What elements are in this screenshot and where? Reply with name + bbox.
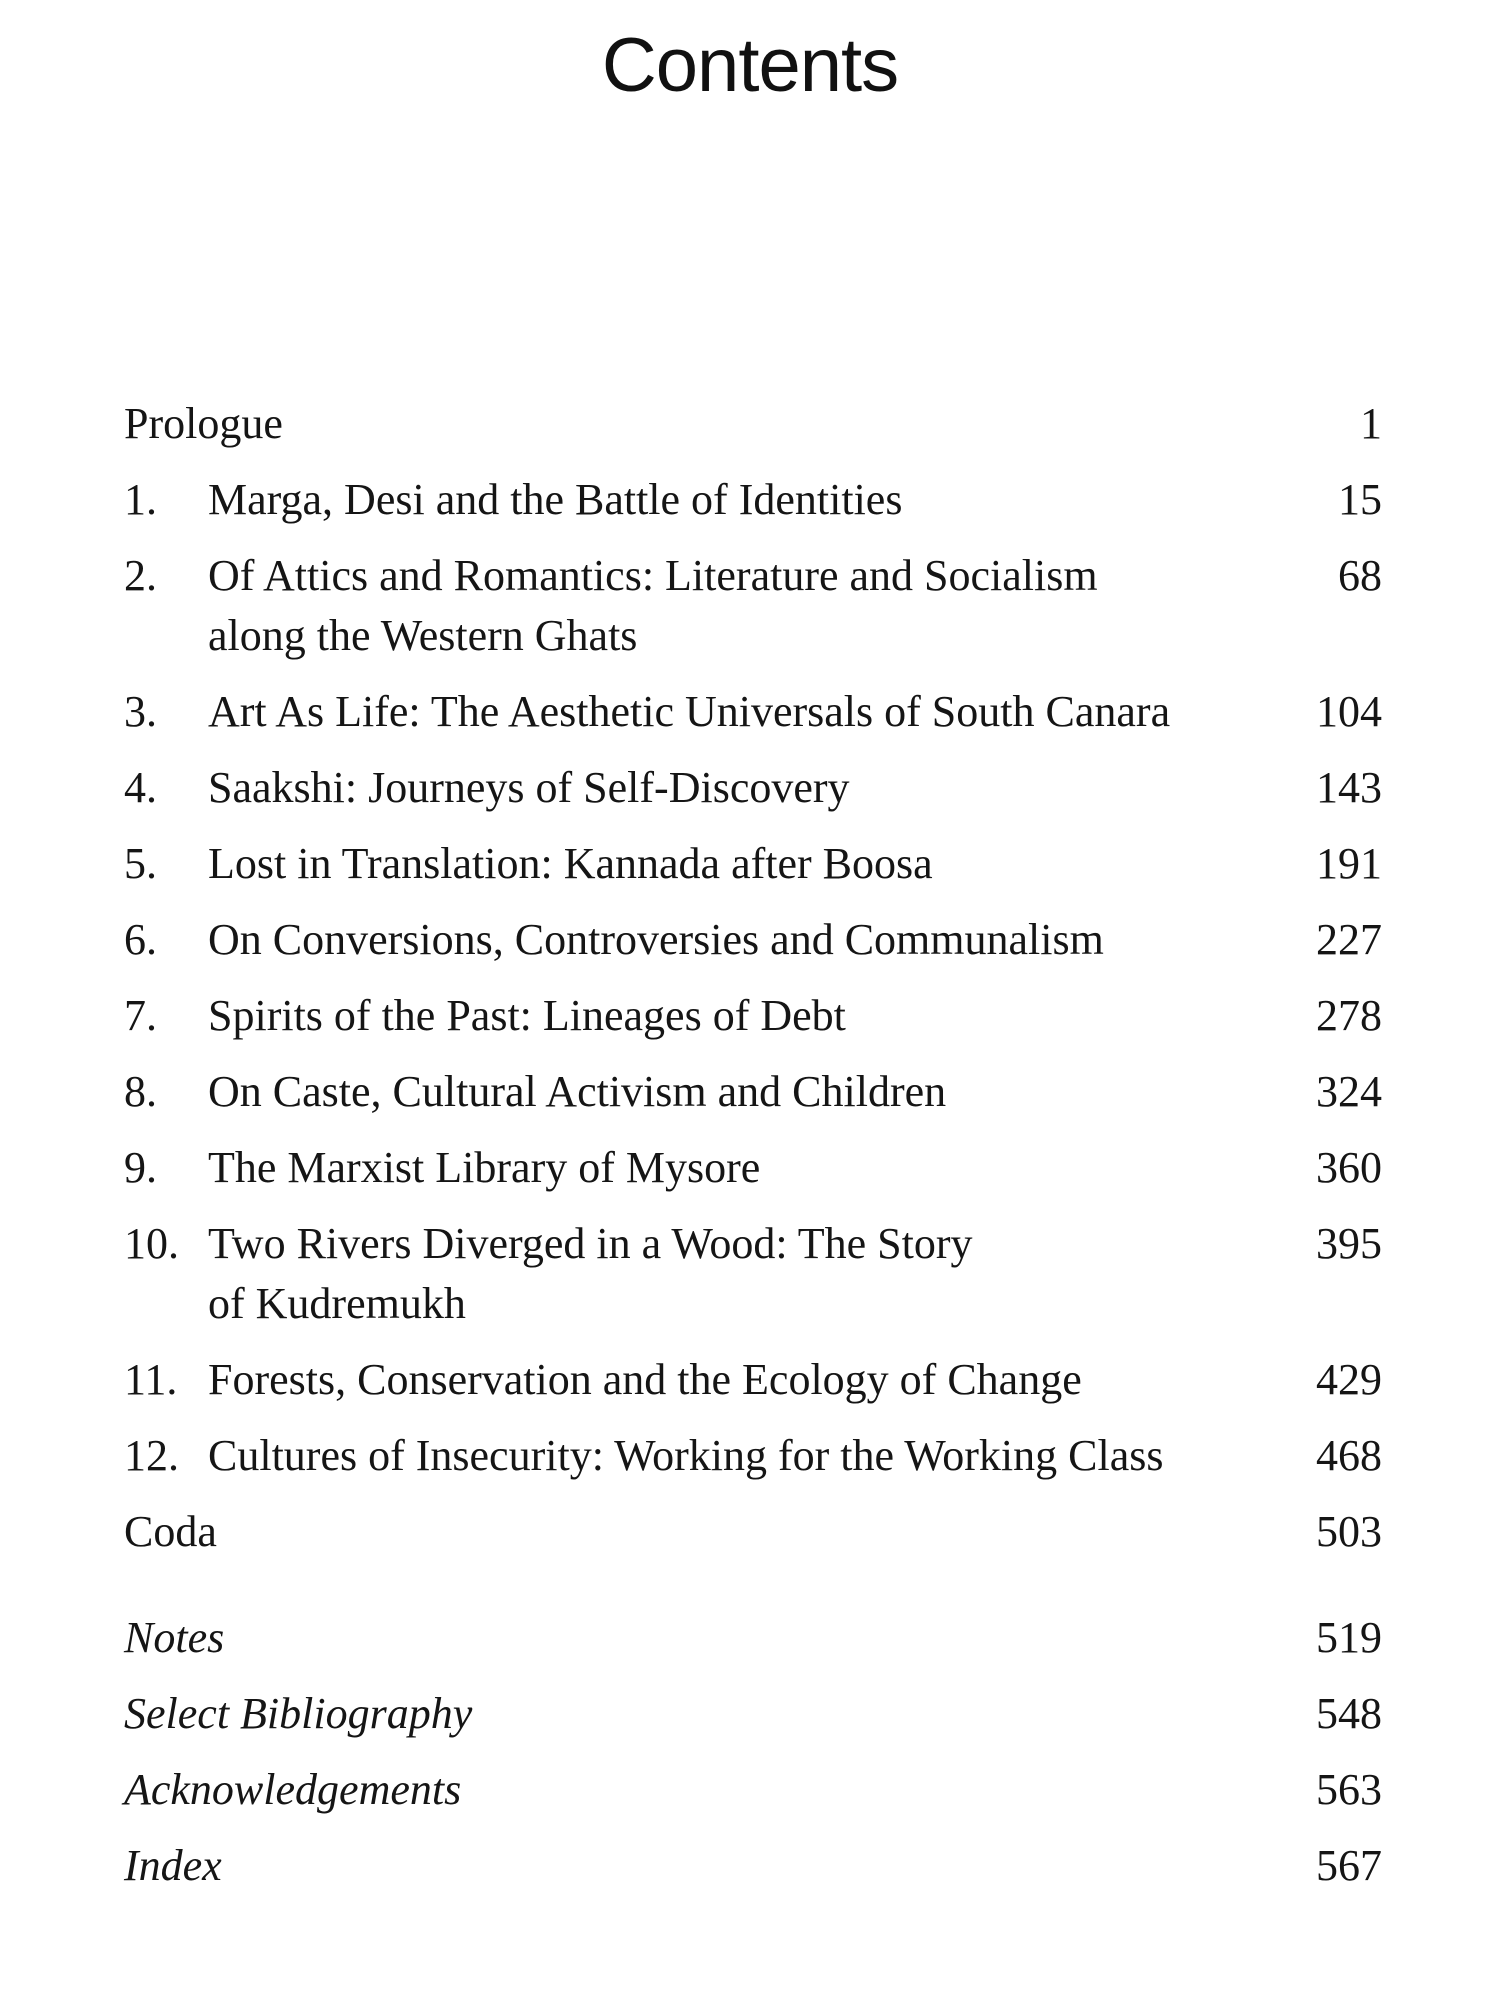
entry-page-number: 324	[1316, 1067, 1382, 1116]
entry-title: Index	[124, 1841, 222, 1890]
entry-page-number: 548	[1316, 1689, 1382, 1738]
chapter-title: Art As Life: The Aesthetic Universals of South Canara	[208, 687, 1171, 736]
chapter-title-continued: of Kudremukh	[208, 1279, 466, 1328]
entry-page-number: 143	[1316, 763, 1382, 812]
chapter-number: 5.	[124, 839, 157, 888]
chapter-title: On Caste, Cultural Activism and Children	[208, 1067, 947, 1116]
entry-title: Prologue	[124, 399, 283, 448]
chapter-number: 1.	[124, 475, 157, 524]
page-title: Contents	[601, 23, 899, 108]
entry-title: Notes	[124, 1613, 225, 1662]
entry-title: Acknowledgements	[124, 1765, 462, 1814]
chapter-number: 8.	[124, 1067, 157, 1116]
chapter-number: 6.	[124, 915, 157, 964]
chapter-title: On Conversions, Controversies and Communalism	[208, 915, 1104, 964]
chapter-title: Of Attics and Romantics: Literature and Socialism	[208, 551, 1098, 600]
chapter-title: Lost in Translation: Kannada after Boosa	[208, 839, 933, 888]
chapter-title: The Marxist Library of Mysore	[208, 1143, 761, 1192]
entry-page-number: 567	[1316, 1841, 1382, 1890]
chapter-number: 3.	[124, 687, 157, 736]
entry-page-number: 191	[1316, 839, 1382, 888]
chapter-number: 10.	[124, 1219, 179, 1268]
chapter-number: 4.	[124, 763, 157, 812]
chapter-number: 12.	[124, 1431, 179, 1480]
entry-page-number: 68	[1338, 551, 1382, 600]
entry-page-number: 563	[1316, 1765, 1382, 1814]
entry-page-number: 15	[1338, 475, 1382, 524]
entry-title: Coda	[124, 1507, 217, 1556]
chapter-number: 9.	[124, 1143, 157, 1192]
chapter-title: Spirits of the Past: Lineages of Debt	[208, 991, 846, 1040]
entry-page-number: 227	[1316, 915, 1382, 964]
chapter-title: Cultures of Insecurity: Working for the Working Class	[208, 1431, 1164, 1480]
chapter-number: 11.	[124, 1355, 178, 1404]
entry-page-number: 1	[1360, 399, 1382, 448]
entry-title: Select Bibliography	[124, 1689, 473, 1738]
chapter-number: 7.	[124, 991, 157, 1040]
chapter-number: 2.	[124, 551, 157, 600]
entry-page-number: 395	[1316, 1219, 1382, 1268]
entry-page-number: 503	[1316, 1507, 1382, 1556]
entry-page-number: 278	[1316, 991, 1382, 1040]
chapter-title: Marga, Desi and the Battle of Identities	[208, 475, 903, 524]
chapter-title: Saakshi: Journeys of Self-Discovery	[208, 763, 850, 812]
entry-page-number: 360	[1316, 1143, 1382, 1192]
entry-page-number: 104	[1316, 687, 1382, 736]
chapter-title-continued: along the Western Ghats	[208, 611, 638, 660]
entry-page-number: 519	[1316, 1613, 1382, 1662]
entry-page-number: 429	[1316, 1355, 1382, 1404]
entry-page-number: 468	[1316, 1431, 1382, 1480]
chapter-title: Two Rivers Diverged in a Wood: The Story	[208, 1219, 973, 1268]
chapter-title: Forests, Conservation and the Ecology of Change	[208, 1355, 1082, 1404]
